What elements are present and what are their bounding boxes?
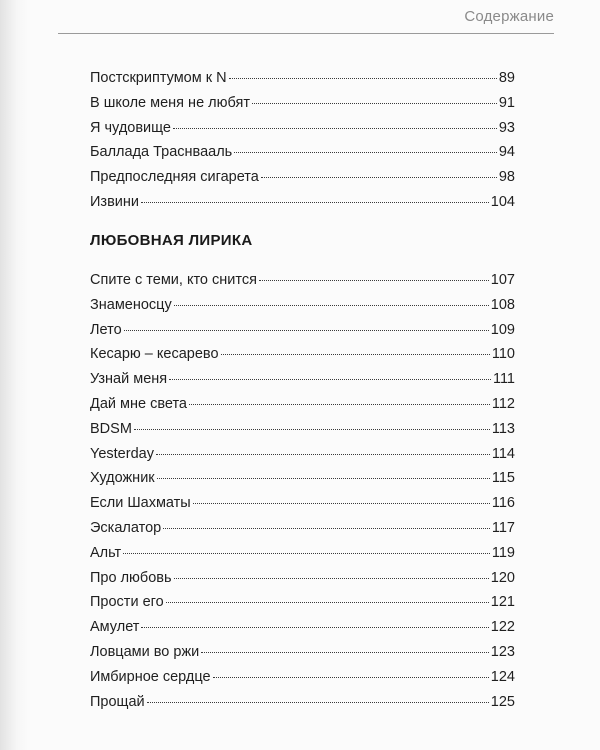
dot-leader	[169, 379, 491, 380]
toc-entry	[90, 140, 515, 165]
toc-entry-page-number: 104	[490, 193, 515, 210]
toc-entry-title: Знаменосцу	[90, 296, 172, 313]
toc-entry	[90, 91, 515, 116]
toc-entry-title: BDSM	[90, 420, 132, 437]
dot-leader	[261, 177, 497, 178]
dot-leader	[141, 202, 489, 203]
toc-entry-title: Спите с теми, кто снится	[90, 272, 257, 288]
toc-entry	[90, 541, 515, 566]
toc-entry-page-number: 111	[492, 371, 515, 388]
toc-entry-title: Прощай	[90, 693, 145, 710]
dot-leader	[166, 602, 489, 603]
toc-entry-title: Узнай меня	[90, 371, 168, 388]
toc-entry-page-number: 93	[498, 119, 515, 136]
toc-entry-title: Лето	[90, 321, 122, 338]
toc-entry-title: Альт	[90, 544, 122, 561]
dot-leader	[173, 128, 497, 129]
dot-leader	[213, 677, 489, 678]
toc-entry-title: Yesterday	[90, 445, 154, 462]
toc-entry-page-number: 123	[490, 643, 515, 660]
toc-entry-page-number: 89	[498, 70, 515, 86]
toc-entry	[90, 442, 515, 467]
toc-entry-page-number: 117	[491, 519, 515, 536]
toc-entry	[90, 342, 515, 367]
dot-leader	[174, 578, 489, 579]
toc-entry-title: Если Шахматы	[90, 495, 191, 512]
toc-entry-page-number: 115	[491, 470, 515, 487]
toc-entry-page-number: 91	[498, 94, 515, 111]
toc-list-love-lyrics	[90, 268, 515, 714]
toc-entry	[90, 417, 515, 442]
toc-entry	[90, 491, 515, 516]
toc-entry	[90, 516, 515, 541]
toc-entry-page-number: 108	[490, 296, 515, 313]
toc-entry-title: Дай мне света	[90, 395, 187, 412]
toc-entry-page-number: 113	[491, 420, 515, 437]
toc-entry-page-number: 98	[498, 169, 515, 186]
dot-leader	[234, 152, 497, 153]
toc-entry	[90, 665, 515, 690]
toc-entry-title: Баллада Траснвааль	[90, 144, 233, 161]
toc-entry-page-number: 116	[491, 495, 515, 512]
toc-entry	[90, 566, 515, 591]
toc-entry-title: Эскалатор	[90, 519, 162, 536]
toc-entry-title: Постскриптумом к N	[90, 70, 227, 86]
dot-leader	[147, 702, 489, 703]
toc-entry	[90, 367, 515, 392]
toc-entry	[90, 293, 515, 318]
toc-entry	[90, 318, 515, 343]
header-rule	[58, 33, 554, 34]
toc-entry	[90, 268, 515, 293]
running-title: Содержание	[464, 8, 554, 25]
toc-entry-page-number: 114	[491, 445, 515, 462]
dot-leader	[157, 478, 490, 479]
toc-entry-title: Амулет	[90, 619, 140, 636]
page-gutter-shadow	[0, 0, 28, 750]
toc-entry-title: Про любовь	[90, 569, 172, 586]
dot-leader	[189, 404, 490, 405]
toc-entry-title: В школе меня не любят	[90, 94, 250, 111]
toc-entry-title: Предпоследняя сигарета	[90, 169, 259, 186]
dot-leader	[201, 652, 489, 653]
toc-entry-page-number: 107	[490, 272, 515, 288]
dot-leader	[156, 454, 490, 455]
toc-entry-page-number: 94	[498, 144, 515, 161]
toc-entry-title: Художник	[90, 470, 155, 487]
toc-entry-title: Ловцами во ржи	[90, 643, 200, 660]
toc-entry	[90, 116, 515, 141]
dot-leader	[134, 429, 490, 430]
dot-leader	[163, 528, 490, 529]
toc-entry-page-number: 119	[491, 544, 515, 561]
dot-leader	[229, 78, 497, 79]
toc-entry	[90, 690, 515, 715]
toc-entry	[90, 466, 515, 491]
toc-entry	[90, 392, 515, 417]
toc-entry-page-number: 125	[490, 693, 515, 710]
dot-leader	[123, 553, 490, 554]
toc-list-first	[90, 66, 515, 215]
dot-leader	[193, 503, 490, 504]
dot-leader	[221, 354, 490, 355]
toc-entry	[90, 190, 515, 215]
dot-leader	[252, 103, 497, 104]
toc-entry	[90, 615, 515, 640]
toc-entry-page-number: 120	[490, 569, 515, 586]
toc-entry-title: Я чудовище	[90, 119, 171, 136]
toc-entry	[90, 165, 515, 190]
toc-entry	[90, 590, 515, 615]
section-heading: ЛЮБОВНАЯ ЛИРИКА	[90, 232, 253, 249]
toc-entry-page-number: 112	[491, 395, 515, 412]
dot-leader	[174, 305, 489, 306]
dot-leader	[124, 330, 489, 331]
toc-entry-title: Кесарю – кесарево	[90, 346, 219, 363]
toc-entry-title: Имбирное сердце	[90, 668, 211, 685]
toc-entry-page-number: 110	[491, 346, 515, 363]
toc-entry	[90, 66, 515, 91]
toc-entry-page-number: 121	[490, 594, 515, 611]
toc-entry-page-number: 124	[490, 668, 515, 685]
toc-entry-title: Извини	[90, 193, 139, 210]
toc-entry-page-number: 122	[490, 619, 515, 636]
dot-leader	[141, 627, 488, 628]
toc-entry	[90, 640, 515, 665]
toc-entry-page-number: 109	[490, 321, 515, 338]
dot-leader	[259, 280, 489, 281]
toc-entry-title: Прости его	[90, 594, 164, 611]
